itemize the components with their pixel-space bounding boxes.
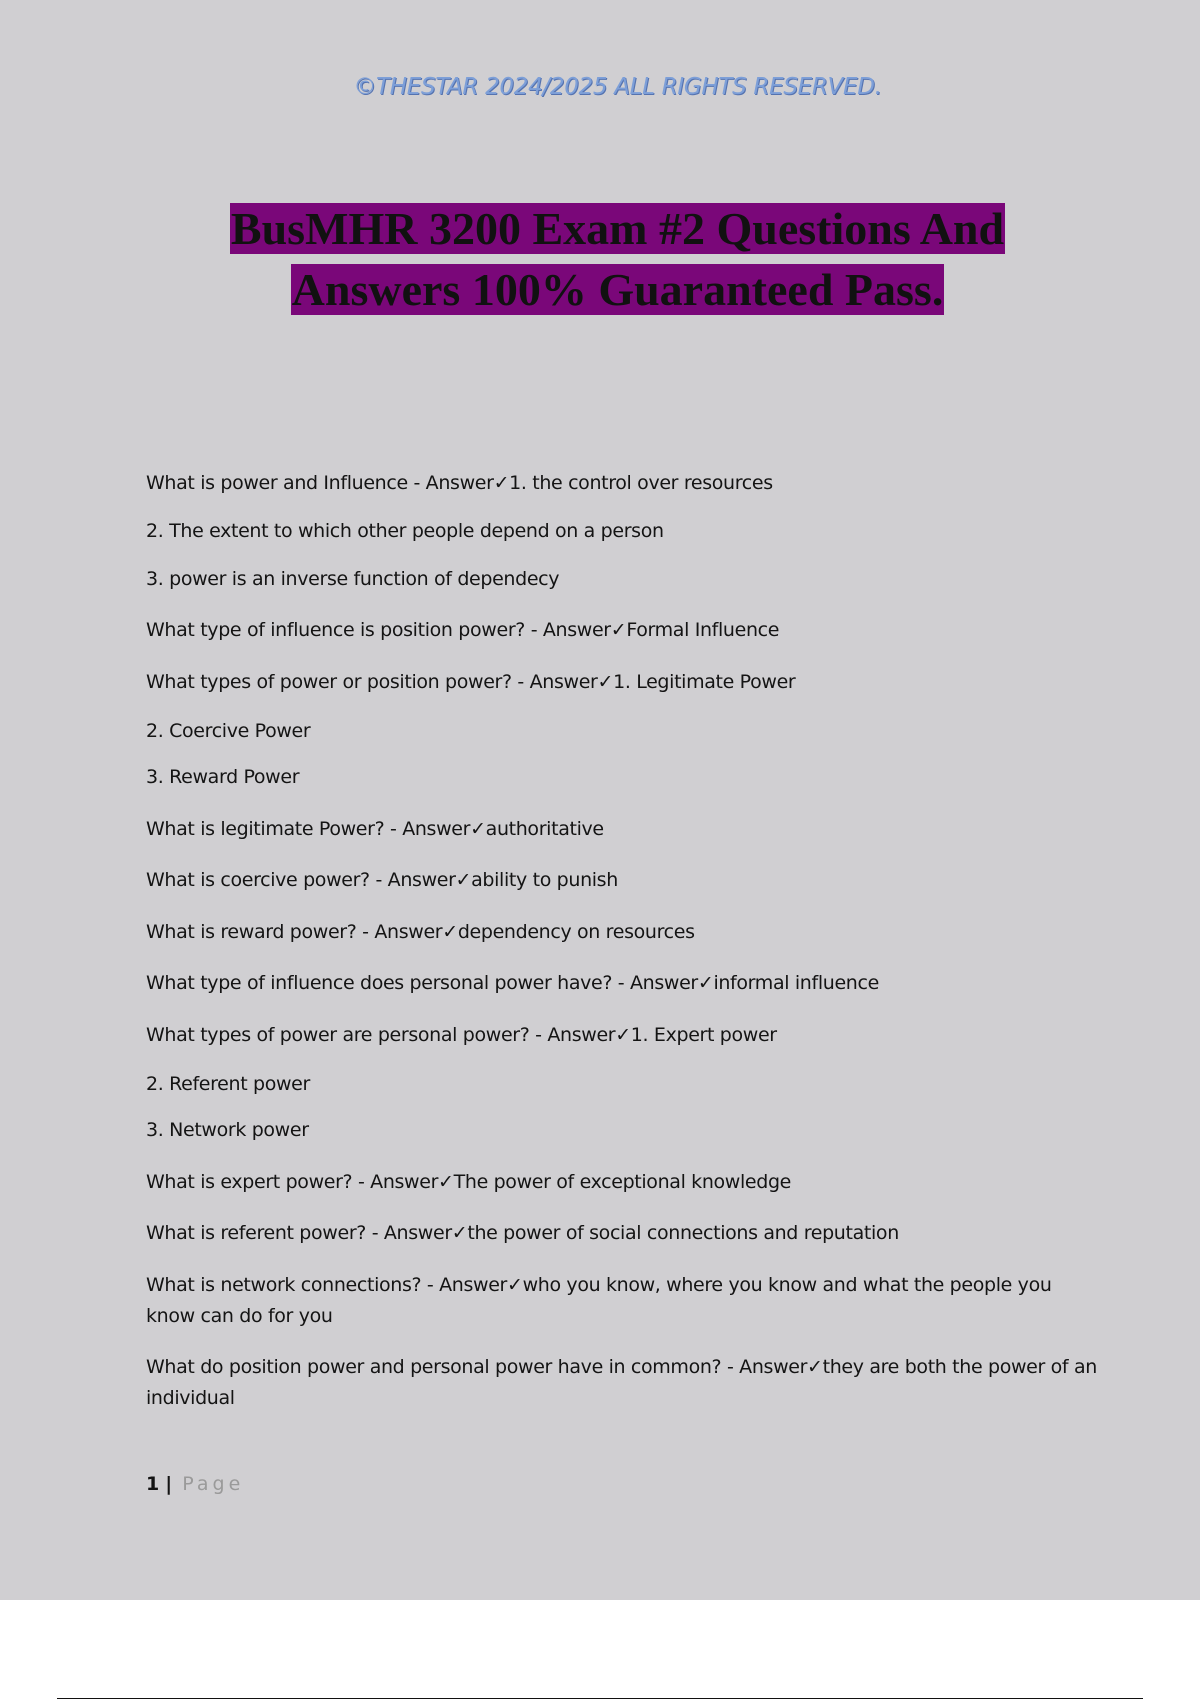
page-footer (146, 1473, 244, 1495)
qa-line: What is coercive power? - Answer✓ability to punish (146, 869, 618, 891)
qa-line: What type of influence does personal power have? - Answer✓informal influence (146, 972, 879, 994)
copyright-watermark: ©THESTAR 2024/2025 ALL RIGHTS RESERVED. (353, 74, 882, 100)
qa-line: 3. Network power (146, 1119, 309, 1141)
page-number: 1 (146, 1473, 160, 1495)
title-line-1: BusMHR 3200 Exam #2 Questions And (230, 203, 1005, 254)
qa-line: What is power and Influence - Answer✓1. the control over resources (146, 472, 773, 494)
title-line-2: Answers 100% Guaranteed Pass. (291, 264, 944, 315)
qa-line: 2. The extent to which other people depend on a person (146, 520, 664, 542)
qa-line: What is reward power? - Answer✓dependency on resources (146, 921, 695, 943)
bottom-divider (57, 1698, 1143, 1699)
qa-line: What type of influence is position power? - Answer✓Formal Influence (146, 619, 780, 641)
qa-line: What is expert power? - Answer✓The power of exceptional knowledge (146, 1171, 792, 1193)
qa-line: What types of power or position power? - Answer✓1. Legitimate Power (146, 671, 796, 693)
document-title (0, 198, 1200, 320)
qa-line: What do position power and personal power have in common? - Answer✓they are both the power of an individual (146, 1356, 1097, 1409)
page-label: Page (182, 1473, 245, 1495)
qa-line: What is referent power? - Answer✓the power of social connections and reputation (146, 1222, 899, 1244)
qa-line: What types of power are personal power? - Answer✓1. Expert power (146, 1024, 777, 1046)
qa-line: 2. Referent power (146, 1073, 310, 1095)
qa-line: 3. Reward Power (146, 766, 300, 788)
qa-line: What is legitimate Power? - Answer✓authoritative (146, 818, 604, 840)
qa-line: 3. power is an inverse function of dependecy (146, 568, 560, 590)
qa-line: What is network connections? - Answer✓who you know, where you know and what the people you know can do for you (146, 1274, 1052, 1327)
footer-separator: | (165, 1473, 173, 1495)
qa-line: 2. Coercive Power (146, 720, 311, 742)
